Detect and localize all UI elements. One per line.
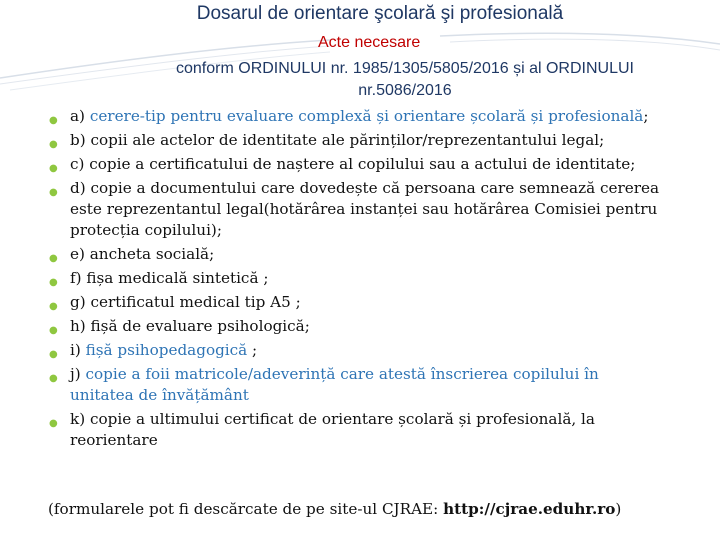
documents-list bbox=[0, 106, 700, 454]
item-text: fișă psihopedagogică bbox=[85, 341, 248, 359]
page-title: Dosarul de orientare şcolară şi profesională bbox=[196, 3, 564, 24]
bullet-icon: ● bbox=[49, 163, 58, 174]
item-text: fișă de evaluare psihologică; bbox=[90, 317, 310, 335]
item-label: a) bbox=[70, 107, 90, 125]
item-label: g) bbox=[70, 293, 91, 311]
list-item bbox=[0, 130, 660, 151]
item-tail: ; bbox=[643, 107, 649, 125]
bullet-icon: ● bbox=[49, 349, 58, 360]
bullet-icon: ● bbox=[49, 325, 58, 336]
footer-tail: ) bbox=[615, 500, 622, 518]
list-item bbox=[0, 364, 660, 406]
item-label: k) bbox=[70, 410, 90, 428]
item-label: i) bbox=[70, 341, 86, 359]
item-label: d) bbox=[70, 179, 91, 197]
bullet-icon: ● bbox=[49, 373, 58, 384]
bullet-icon: ● bbox=[49, 301, 58, 312]
item-label: b) bbox=[70, 131, 91, 149]
item-label: f) bbox=[70, 269, 87, 287]
item-tail: ; bbox=[247, 341, 258, 359]
bullet-icon: ● bbox=[49, 253, 58, 264]
subtitle-order-reference: conform ORDINULUI nr. 1985/1305/5805/2016 și al ORDINULUI nr.5086/2016 bbox=[176, 60, 634, 99]
item-text: ancheta socială; bbox=[89, 245, 215, 263]
item-text: copie a ultimului certificat de orientare școlară și profesională, la reorientare bbox=[70, 410, 595, 449]
list-item bbox=[0, 154, 660, 175]
list-item bbox=[0, 340, 660, 361]
item-label: e) bbox=[70, 245, 90, 263]
list-item bbox=[0, 292, 660, 313]
list-item bbox=[0, 268, 660, 289]
item-text: copie a documentului care dovedește că persoana care semnează cererea este reprezentantul legal(hotărârea instanței sau hotărârea Comisiei pentru protecția copilului); bbox=[70, 179, 660, 239]
bullet-icon: ● bbox=[49, 115, 58, 126]
bullet-icon: ● bbox=[49, 277, 58, 288]
item-text: fișa medicală sintetică ; bbox=[86, 269, 269, 287]
list-item bbox=[0, 409, 660, 451]
bullet-icon: ● bbox=[49, 187, 58, 198]
item-text: cerere-tip pentru evaluare complexă și orientare școlară și profesională bbox=[89, 107, 644, 125]
bullet-icon: ● bbox=[49, 418, 58, 429]
cjrae-link[interactable]: http://cjrae.eduhr.ro bbox=[443, 500, 616, 518]
item-text: copii ale actelor de identitate ale părinților/reprezentantului legal; bbox=[90, 131, 605, 149]
list-item bbox=[0, 106, 660, 127]
list-item bbox=[0, 178, 660, 241]
list-item bbox=[0, 316, 660, 337]
footer-text: (formularele pot fi descărcate de pe site-ul CJRAE: bbox=[48, 500, 444, 518]
item-text: copie a certificatului de naștere al copilului sau a actului de identitate; bbox=[89, 155, 636, 173]
footer-note bbox=[48, 500, 621, 518]
subtitle-required-docs: Acte necesare bbox=[318, 34, 421, 51]
bullet-icon: ● bbox=[49, 139, 58, 150]
item-label: j) bbox=[70, 365, 86, 383]
item-label: c) bbox=[70, 155, 90, 173]
list-item bbox=[0, 244, 660, 265]
item-text: certificatul medical tip A5 ; bbox=[90, 293, 301, 311]
item-text: copie a foii matricole/adeverință care atestă înscrierea copilului în unitatea de învățământ bbox=[70, 365, 599, 404]
item-label: h) bbox=[70, 317, 91, 335]
